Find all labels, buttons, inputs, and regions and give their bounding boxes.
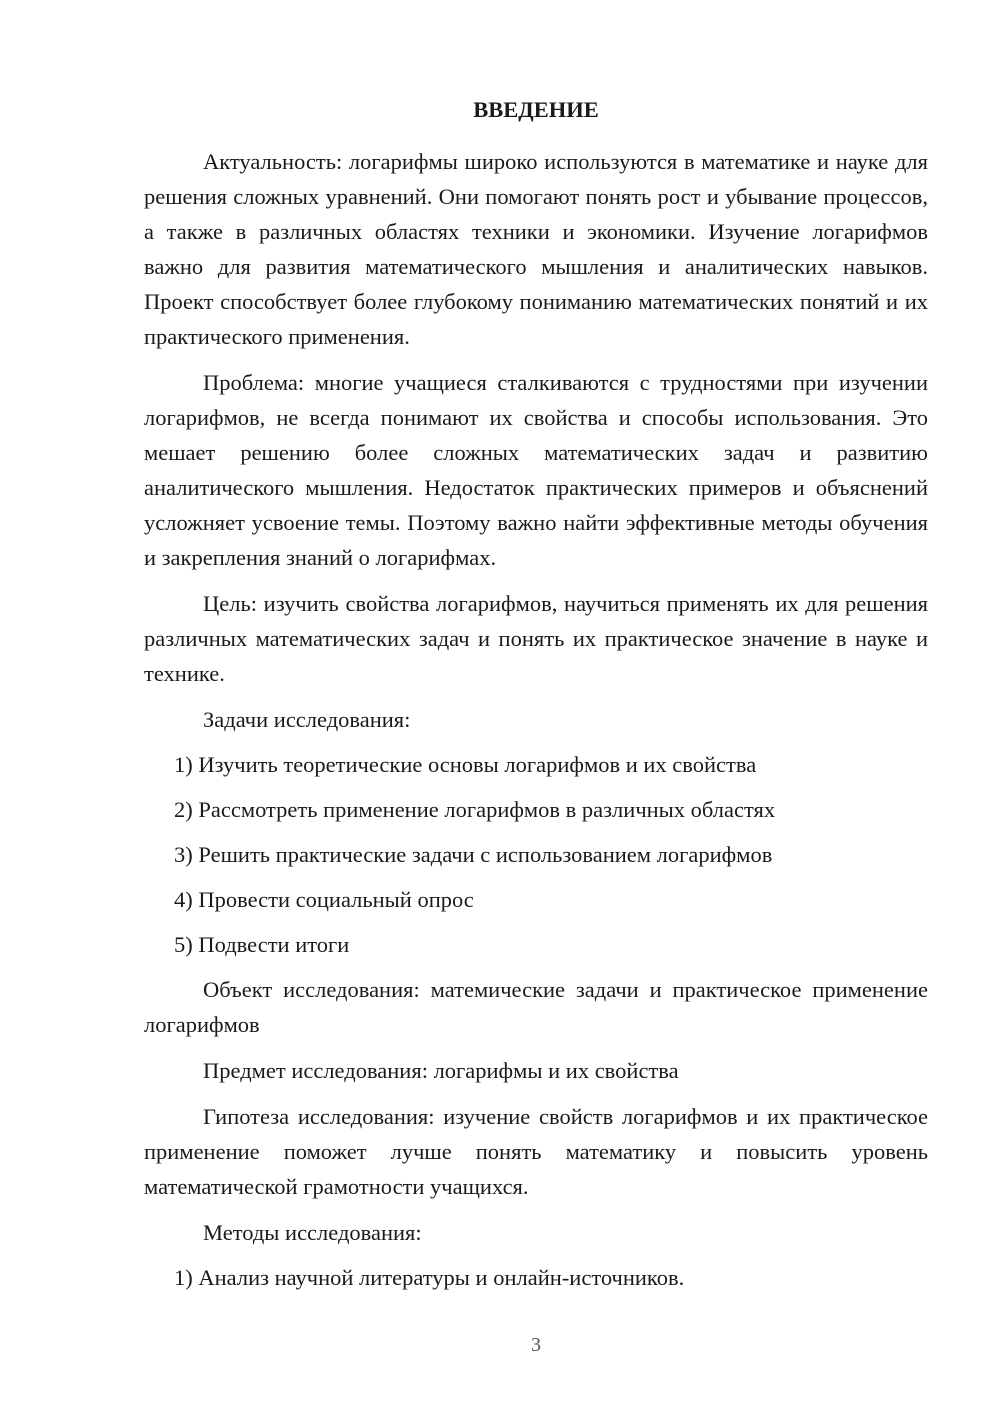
section-title: ВВЕДЕНИЕ bbox=[473, 97, 599, 122]
page-number: 3 bbox=[531, 1334, 541, 1356]
hypothesis-paragraph: Гипотеза исследования: изучение свойств логарифмов и их практическое применение поможет лучше понять математику и повысить уровень математической грамотности учащихся. bbox=[144, 1104, 928, 1199]
task-item-1: 1) Изучить теоретические основы логарифмов и их свойства bbox=[174, 752, 757, 777]
document-page bbox=[144, 92, 928, 1305]
goal-paragraph: Цель: изучить свойства логарифмов, научиться применять их для решения различных математических задач и понять их практическое значение в науке и технике. bbox=[144, 591, 928, 686]
task-item-5: 5) Подвести итоги bbox=[174, 932, 350, 957]
subject-paragraph: Предмет исследования: логарифмы и их свойства bbox=[203, 1058, 679, 1083]
problem-paragraph: Проблема: многие учащиеся сталкиваются с трудностями при изучении логарифмов, не всегда понимают их свойства и способы использования. Это мешает решению более сложных математических задач и развитию аналитического мышления. Недостаток практических примеров и объяснений усложняет усвоение темы. Поэтому важно найти эффективные методы обучения и закрепления знаний о логарифмах. bbox=[144, 370, 928, 570]
object-paragraph: Объект исследования: матемические задачи и практическое применение логарифмов bbox=[144, 977, 928, 1037]
method-item-1: 1) Анализ научной литературы и онлайн-источников. bbox=[174, 1265, 685, 1290]
task-item-2: 2) Рассмотреть применение логарифмов в различных областях bbox=[174, 797, 776, 822]
tasks-label: Задачи исследования: bbox=[203, 707, 411, 732]
task-item-3: 3) Решить практические задачи с использованием логарифмов bbox=[174, 842, 773, 867]
relevance-paragraph: Актуальность: логарифмы широко используются в математике и науке для решения сложных уравнений. Они помогают понять рост и убывание процессов, а также в различных областях техники и экономики. Изучение логарифмов важно для развития математического мышления и аналитических навыков. Проект способствует более глубокому пониманию математических понятий и их практического применения. bbox=[144, 149, 928, 349]
task-item-4: 4) Провести социальный опрос bbox=[174, 887, 474, 912]
methods-label: Методы исследования: bbox=[203, 1220, 422, 1245]
